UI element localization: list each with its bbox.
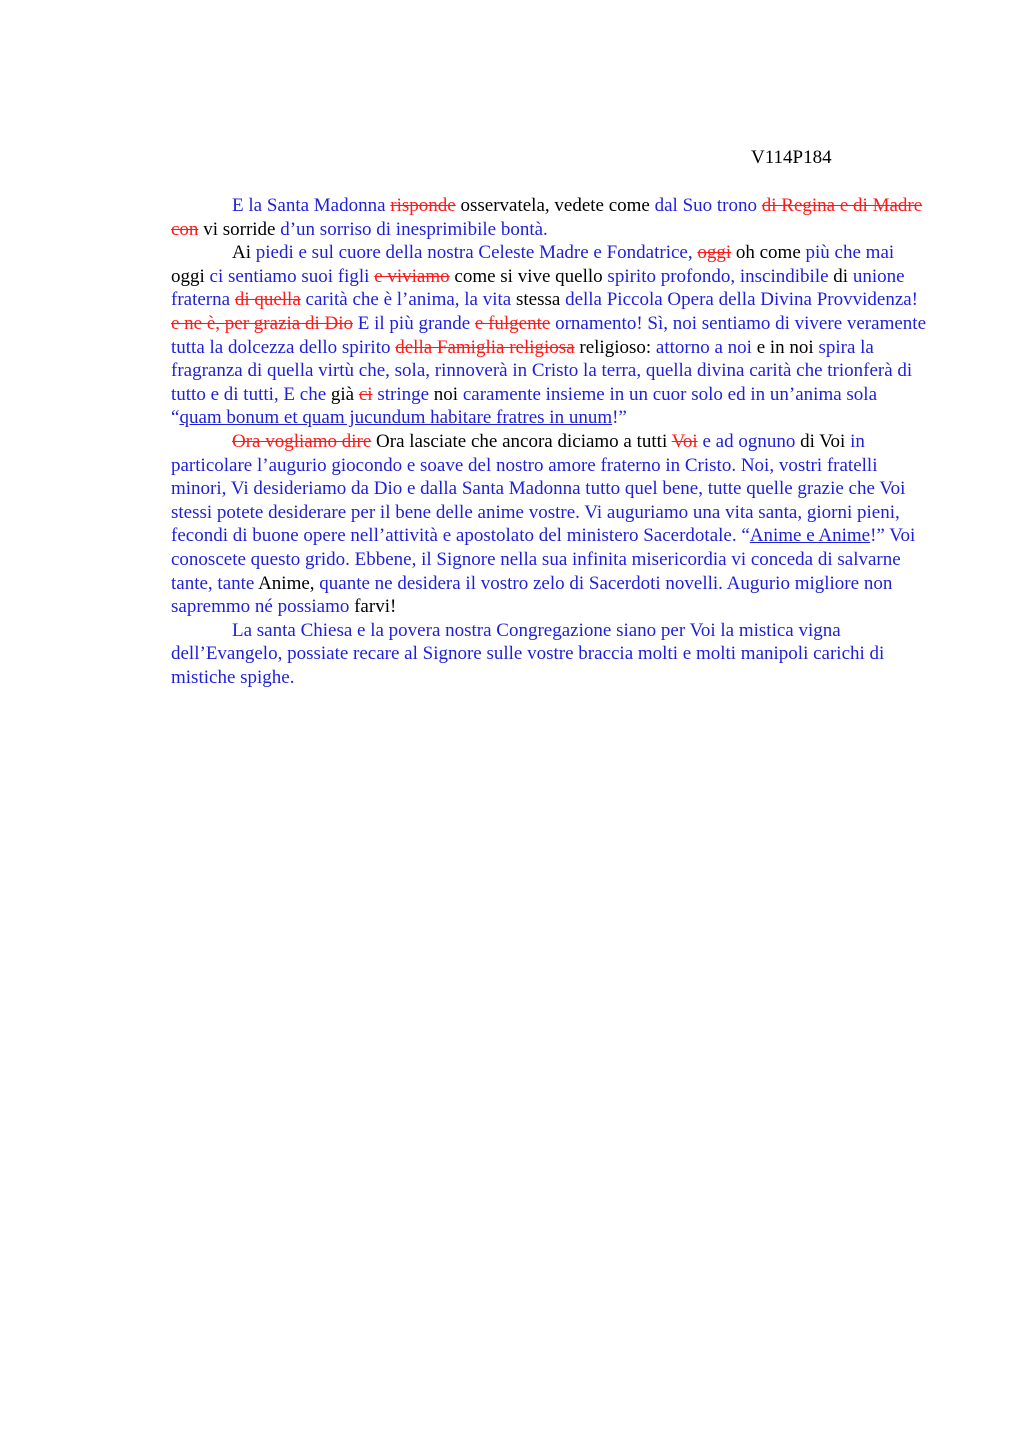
inserted-text: d’un sorriso di inesprimibile bontà. (280, 218, 548, 240)
deleted-text: di quella (234, 289, 301, 311)
inserted-text: carità che è l’anima, la vita (300, 289, 516, 311)
inserted-text: attorno a noi (655, 336, 757, 358)
paragraph (171, 194, 931, 241)
inserted-text: più che mai (805, 242, 895, 264)
original-text: di Voi (800, 430, 851, 452)
original-text: oh come (731, 242, 806, 264)
inserted-text: ci sentiamo suoi figli (209, 265, 375, 287)
inserted-text: !” Voi conoscete questo grido. Ebbene, il Signore nella sua infinita misericordia vi conceda di salvarne tante, tante (171, 525, 916, 594)
deleted-text: e fulgente (474, 312, 551, 334)
inserted-text: dal Suo trono (654, 195, 762, 216)
page-identifier: V114P184 (751, 147, 832, 168)
paragraph (171, 619, 931, 690)
inserted-text: ornamento! Sì, noi sentiamo di vivere veramente tutta la dolcezza dello spirito (171, 312, 926, 358)
original-text: già (330, 383, 359, 405)
deleted-text: e ne è, per grazia di Dio (171, 312, 353, 334)
deleted-text: risponde (390, 195, 456, 216)
inserted-text: !” (612, 407, 627, 429)
original-text: farvi! (354, 596, 397, 618)
inserted-text: stringe (372, 383, 434, 405)
paragraph (171, 241, 931, 430)
inserted-text: E il più grande (353, 312, 475, 334)
deleted-text: ci (358, 383, 373, 405)
inserted-text: caramente insieme in un cuor solo ed in un’anima sola “ (171, 383, 878, 429)
deleted-text: della Famiglia religiosa (395, 336, 575, 358)
original-text: osservatela, vedete come (455, 195, 655, 216)
inserted-text: e ad ognuno (697, 430, 801, 452)
deleted-text: Ora vogliamo dire (232, 430, 372, 452)
document-body (171, 194, 931, 689)
original-text: vi sorride (198, 218, 281, 240)
original-text: di (833, 265, 853, 287)
inserted-text: spirito profondo, inscindibile (607, 265, 834, 287)
inserted-text: piedi e sul cuore della nostra Celeste Madre e Fondatrice, (255, 242, 698, 264)
original-text: stessa (515, 289, 566, 311)
deleted-text: oggi (697, 242, 732, 264)
paragraph (171, 430, 931, 619)
inserted-text: La santa Chiesa e la povera nostra Congregazione siano per Voi la mistica vigna dell’Evangelo, possiate recare al Signore sulle vostre braccia molti e molti manipoli carichi di mistiche spighe. (171, 619, 885, 688)
deleted-text: Voi (671, 430, 698, 452)
original-text: Anime, (258, 572, 320, 594)
original-text: come si vive quello (449, 265, 608, 287)
underlined-quote: quam bonum et quam jucundum habitare fratres in unum (179, 407, 613, 429)
underlined-quote: Anime e Anime (749, 525, 871, 547)
deleted-text: e viviamo (374, 265, 450, 287)
original-text: Ai (232, 242, 256, 264)
original-text: e in noi (756, 336, 819, 358)
original-text: noi (433, 383, 463, 405)
original-text: religioso: (574, 336, 656, 358)
inserted-text: unione fraterna (171, 265, 905, 311)
inserted-text: della Piccola Opera della Divina Provvidenza! (565, 289, 919, 311)
inserted-text: quante ne desidera il vostro zelo di Sacerdoti novelli. Augurio migliore non sapremmo né possiamo (171, 572, 893, 618)
original-text: oggi (171, 265, 210, 287)
inserted-text: spira la fragranza di quella virtù che, sola, rinnoverà in Cristo la terra, quella divina carità che trionferà di tutto e di tutti, E che (171, 336, 913, 405)
deleted-text: di Regina e di Madre con (171, 195, 923, 240)
original-text: Ora lasciate che ancora diciamo a tutti (371, 430, 672, 452)
inserted-text: E la Santa Madonna (232, 195, 391, 216)
inserted-text: in particolare l’augurio giocondo e soave del nostro amore fraterno in Cristo. Noi, vostri fratelli minori, Vi desideriamo da Dio e dalla Santa Madonna tutto quel bene, tutte quelle grazie che Voi stessi potete desiderare per il bene delle anime vostre. Vi auguriamo una vita santa, giorni pieni, fecondi di buone opere nell’attività e apostolato del ministero Sacerdotale. “ (171, 430, 906, 547)
